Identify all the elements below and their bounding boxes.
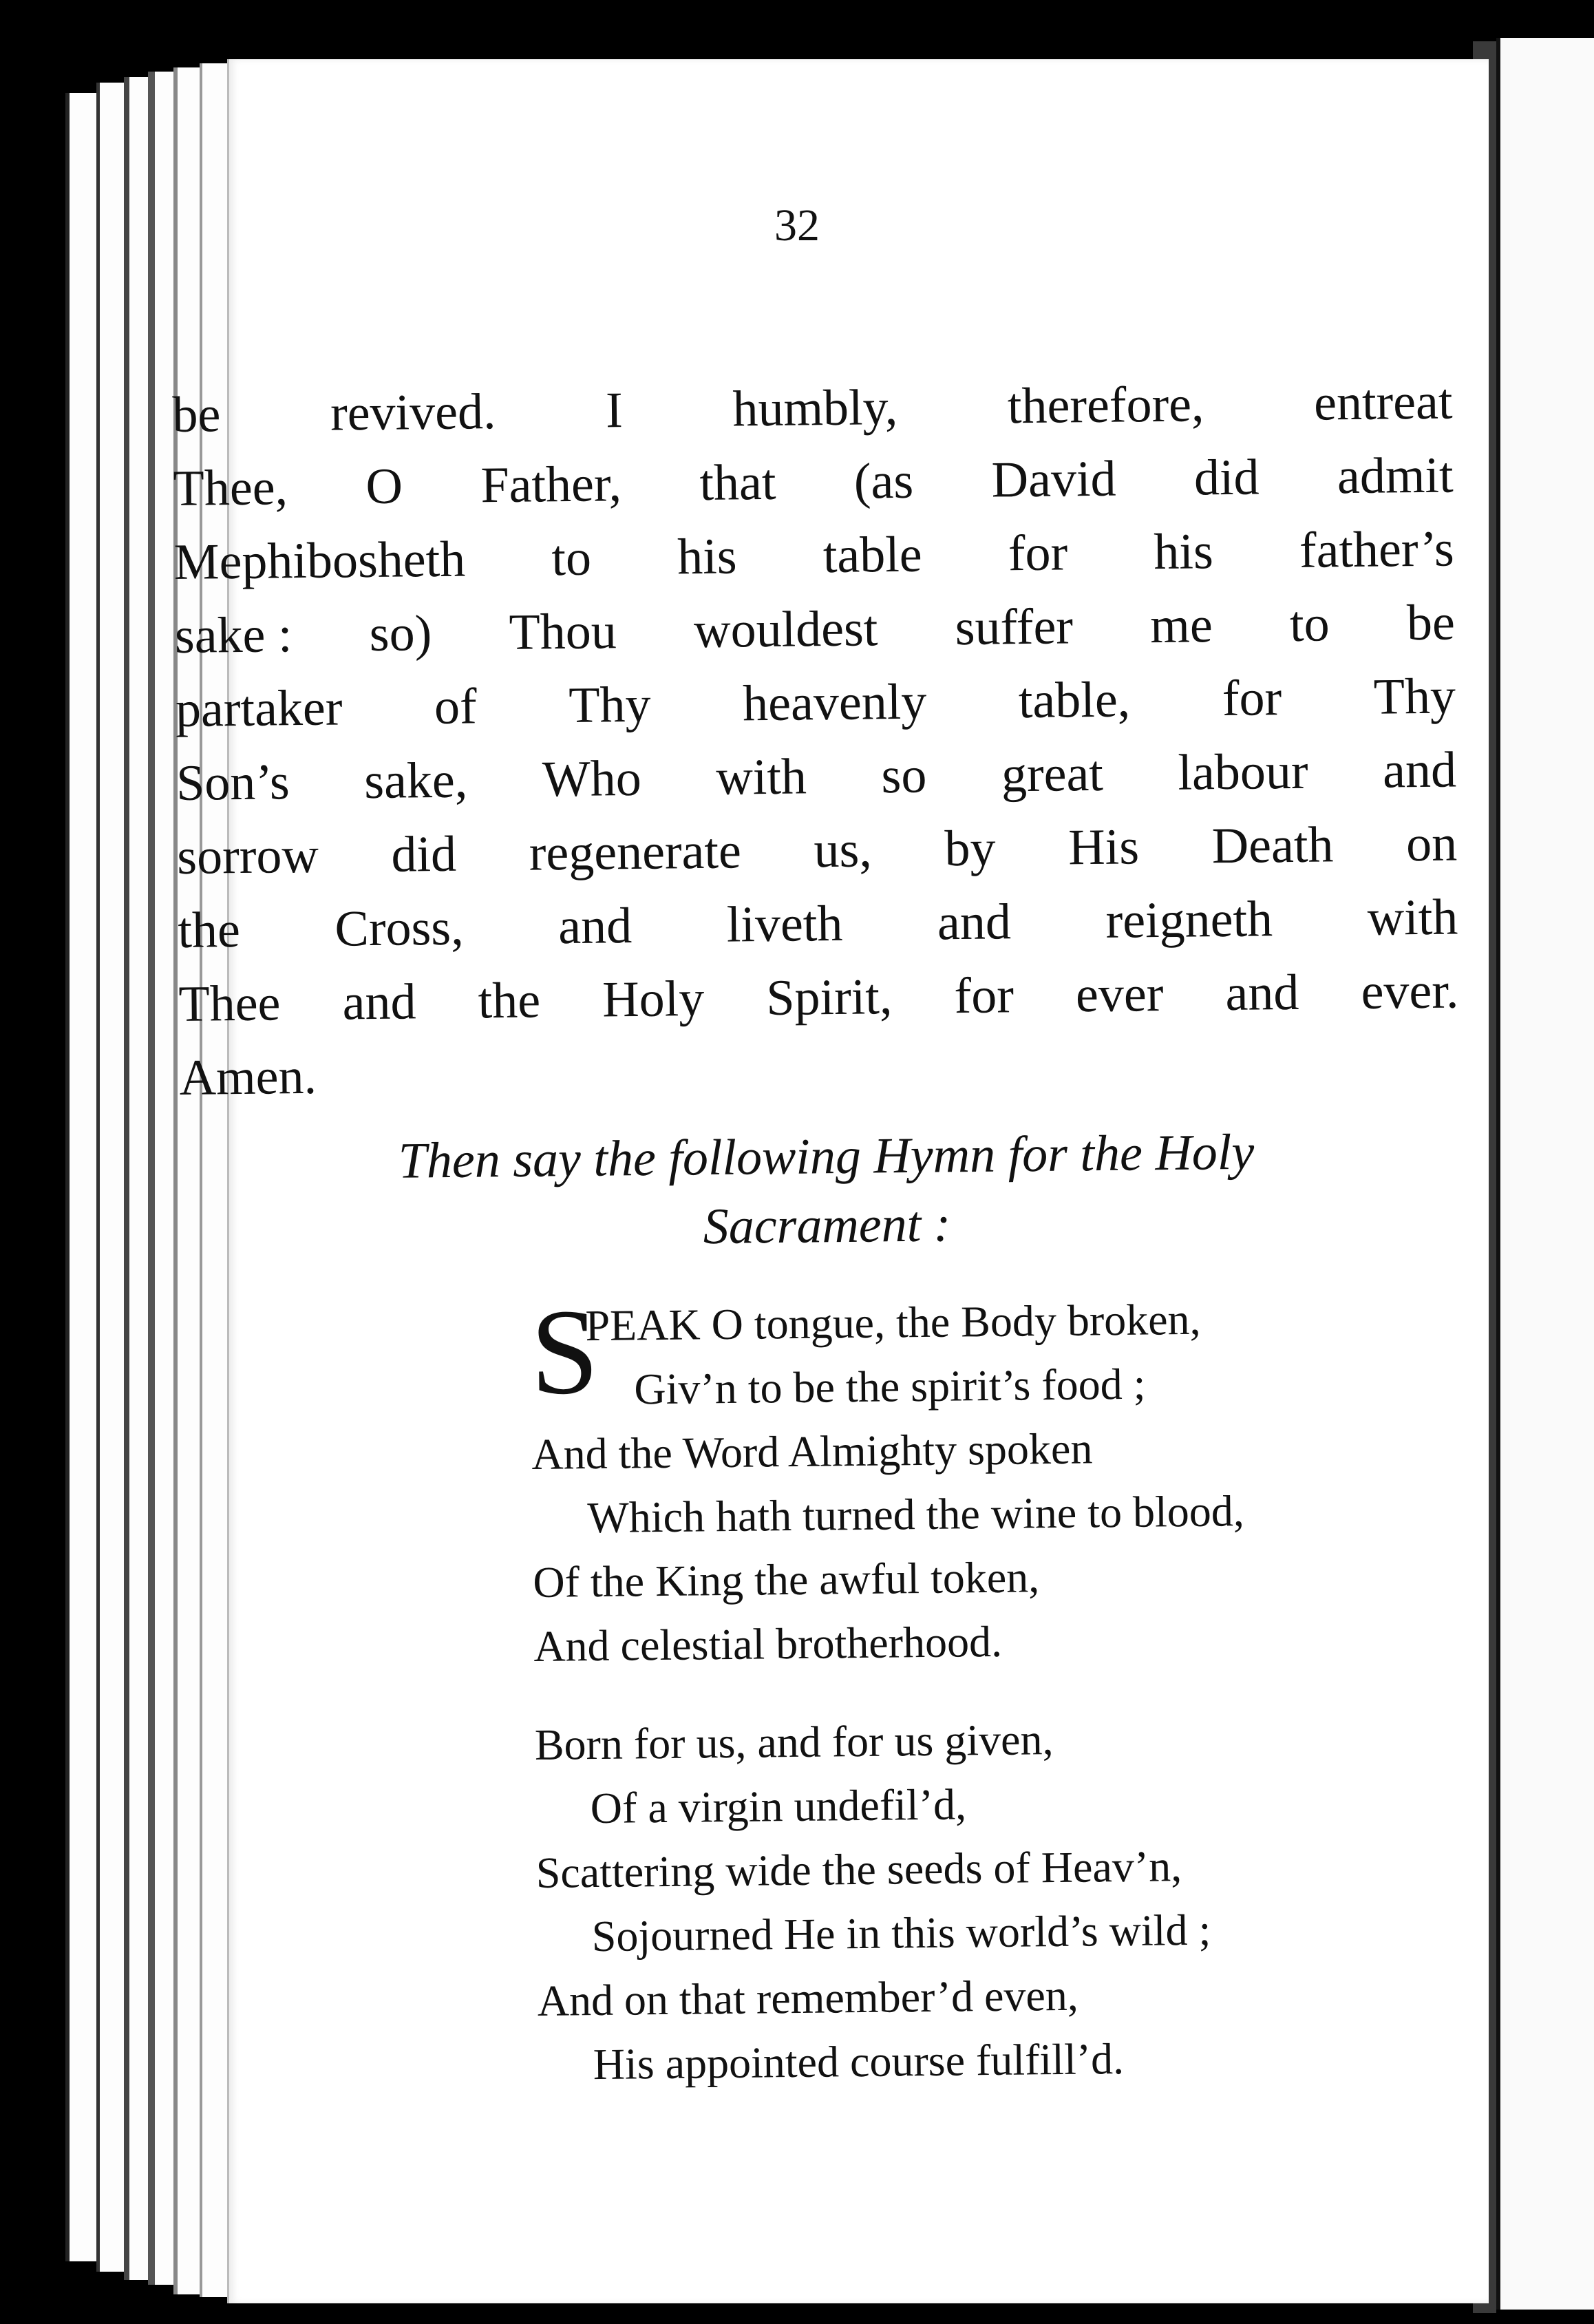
hymn-line: Which hath turned the wine to blood, (587, 1486, 1245, 1543)
prose-word: Holy (602, 970, 705, 1028)
prose-word: and (1382, 741, 1457, 799)
hymn-line: And the Word Almighty spoken (531, 1424, 1093, 1479)
prose-word: sake : (174, 606, 293, 664)
facing-page-edge (1496, 38, 1594, 2310)
prose-word: Thee, (173, 459, 288, 517)
prose-line (177, 807, 1458, 894)
prose-word: and (342, 973, 416, 1031)
prose-word: admit (1337, 447, 1454, 505)
prose-word: Who (542, 750, 642, 808)
prose-word: and (557, 898, 633, 955)
page-number: 32 (774, 200, 820, 251)
prose-word: so) (369, 605, 432, 663)
prose-word: to (551, 529, 592, 587)
prose-line (174, 587, 1455, 673)
prose-word: his (677, 528, 738, 586)
prose-line (176, 733, 1457, 820)
prose-word: suffer (955, 598, 1074, 657)
prose-word: for (954, 967, 1014, 1025)
hymn-line: Scattering wide the seeds of Heav’n, (535, 1841, 1182, 1897)
prose-word: Thee (178, 975, 281, 1033)
hymn-line: PEAK O tongue, the Body broken, (585, 1294, 1201, 1351)
prose-word: me (1149, 597, 1213, 655)
hymn-opening (529, 1282, 1426, 1422)
prose-word: for (1222, 670, 1282, 728)
prose-word: liveth (726, 895, 843, 953)
rubric-line: Sacrament : (703, 1196, 951, 1256)
prose-word: the (478, 972, 541, 1030)
prose-word: (as (853, 452, 914, 510)
prose-word: with (715, 748, 807, 806)
prose-word: the (177, 902, 241, 959)
prose-word: Thou (509, 603, 617, 661)
prose-word: Death (1211, 816, 1334, 875)
prose-word: Cross, (334, 899, 465, 958)
prose-word: his (1153, 523, 1214, 581)
prose-word: of (434, 678, 478, 736)
prose-line (173, 513, 1454, 600)
prose-word: David (991, 450, 1116, 509)
hymn-line: Giv’n to be the spirit’s food ; (634, 1359, 1146, 1414)
prose-word: sorrow (176, 827, 319, 885)
prose-word: great (1001, 745, 1104, 803)
prose-word: sake, (363, 752, 468, 810)
prose-word: reigneth (1105, 891, 1273, 949)
prose-word: regenerate (529, 823, 742, 882)
prose-word: Mephibosheth (173, 531, 466, 591)
prose-word: to (1289, 595, 1330, 653)
prose-word: heavenly (742, 673, 927, 732)
prose-word: that (699, 454, 776, 511)
hymn-stanza (529, 1282, 1429, 1678)
rubric-instruction (186, 1116, 1467, 1267)
prose-word: and (1225, 964, 1299, 1022)
prose-word: be (1406, 594, 1456, 652)
prose-word: father’s (1299, 520, 1455, 579)
prose-word: Spirit, (765, 969, 893, 1027)
prose-word: by (944, 820, 996, 878)
hymn (529, 1282, 1434, 2131)
prose-word: O (365, 458, 403, 516)
prose-word: His (1067, 818, 1140, 876)
prose-word: with (1367, 889, 1458, 947)
prose-word: did (1193, 449, 1260, 507)
prose-word: table, (1018, 671, 1131, 730)
prose-word: did (391, 825, 457, 883)
prose-word: I (605, 382, 624, 439)
prose-word: wouldest (693, 600, 878, 659)
prose-word: Father, (480, 456, 622, 514)
hymn-line: His appointed course fulfill’d. (593, 2034, 1125, 2089)
prose-word: humbly, (732, 379, 898, 438)
prose-word: therefore, (1007, 376, 1204, 435)
prose-word: revived. (330, 383, 496, 442)
hymn-line: Of a virgin undefil’d, (590, 1779, 967, 1833)
prose-line (173, 439, 1454, 526)
prose-word: entreat (1313, 373, 1453, 432)
prose-line (178, 880, 1458, 967)
prose-word: on (1405, 815, 1458, 873)
prose-word: and (937, 894, 1012, 951)
prose-word: Thy (568, 676, 651, 734)
prose-line (178, 954, 1459, 1041)
drop-cap: S (529, 1282, 599, 1420)
prose-word: for (1008, 525, 1068, 582)
prose-word: table (822, 526, 923, 584)
prose-word: labour (1178, 743, 1308, 801)
prayer-paragraph (172, 366, 1460, 1115)
hymn-line: Born for us, and for us given, (534, 1715, 1054, 1769)
prose-word: be (172, 386, 221, 443)
prose-word: ever. (1361, 962, 1459, 1020)
prose-word: partaker (175, 679, 343, 738)
prose-word: Son’s (176, 754, 290, 812)
prose-word: Thy (1373, 668, 1456, 726)
prose-word: us, (814, 821, 873, 879)
prose-line (172, 366, 1453, 452)
hymn-line: And celestial brotherhood. (533, 1616, 1003, 1671)
hymn-line: Of the King the awful token, (533, 1552, 1040, 1607)
hymn-line: Sojourned He in this world’s wild ; (591, 1905, 1211, 1961)
hymn-line: And on that remember’d even, (537, 1970, 1079, 2025)
prose-line (175, 659, 1456, 746)
rubric-line: Then say the following Hymn for the Holy (398, 1123, 1255, 1190)
prose-line: Amen. (179, 1048, 317, 1106)
prose-word: ever (1075, 965, 1164, 1024)
hymn-stanza (534, 1703, 1433, 2097)
prose-word: so (881, 747, 927, 805)
